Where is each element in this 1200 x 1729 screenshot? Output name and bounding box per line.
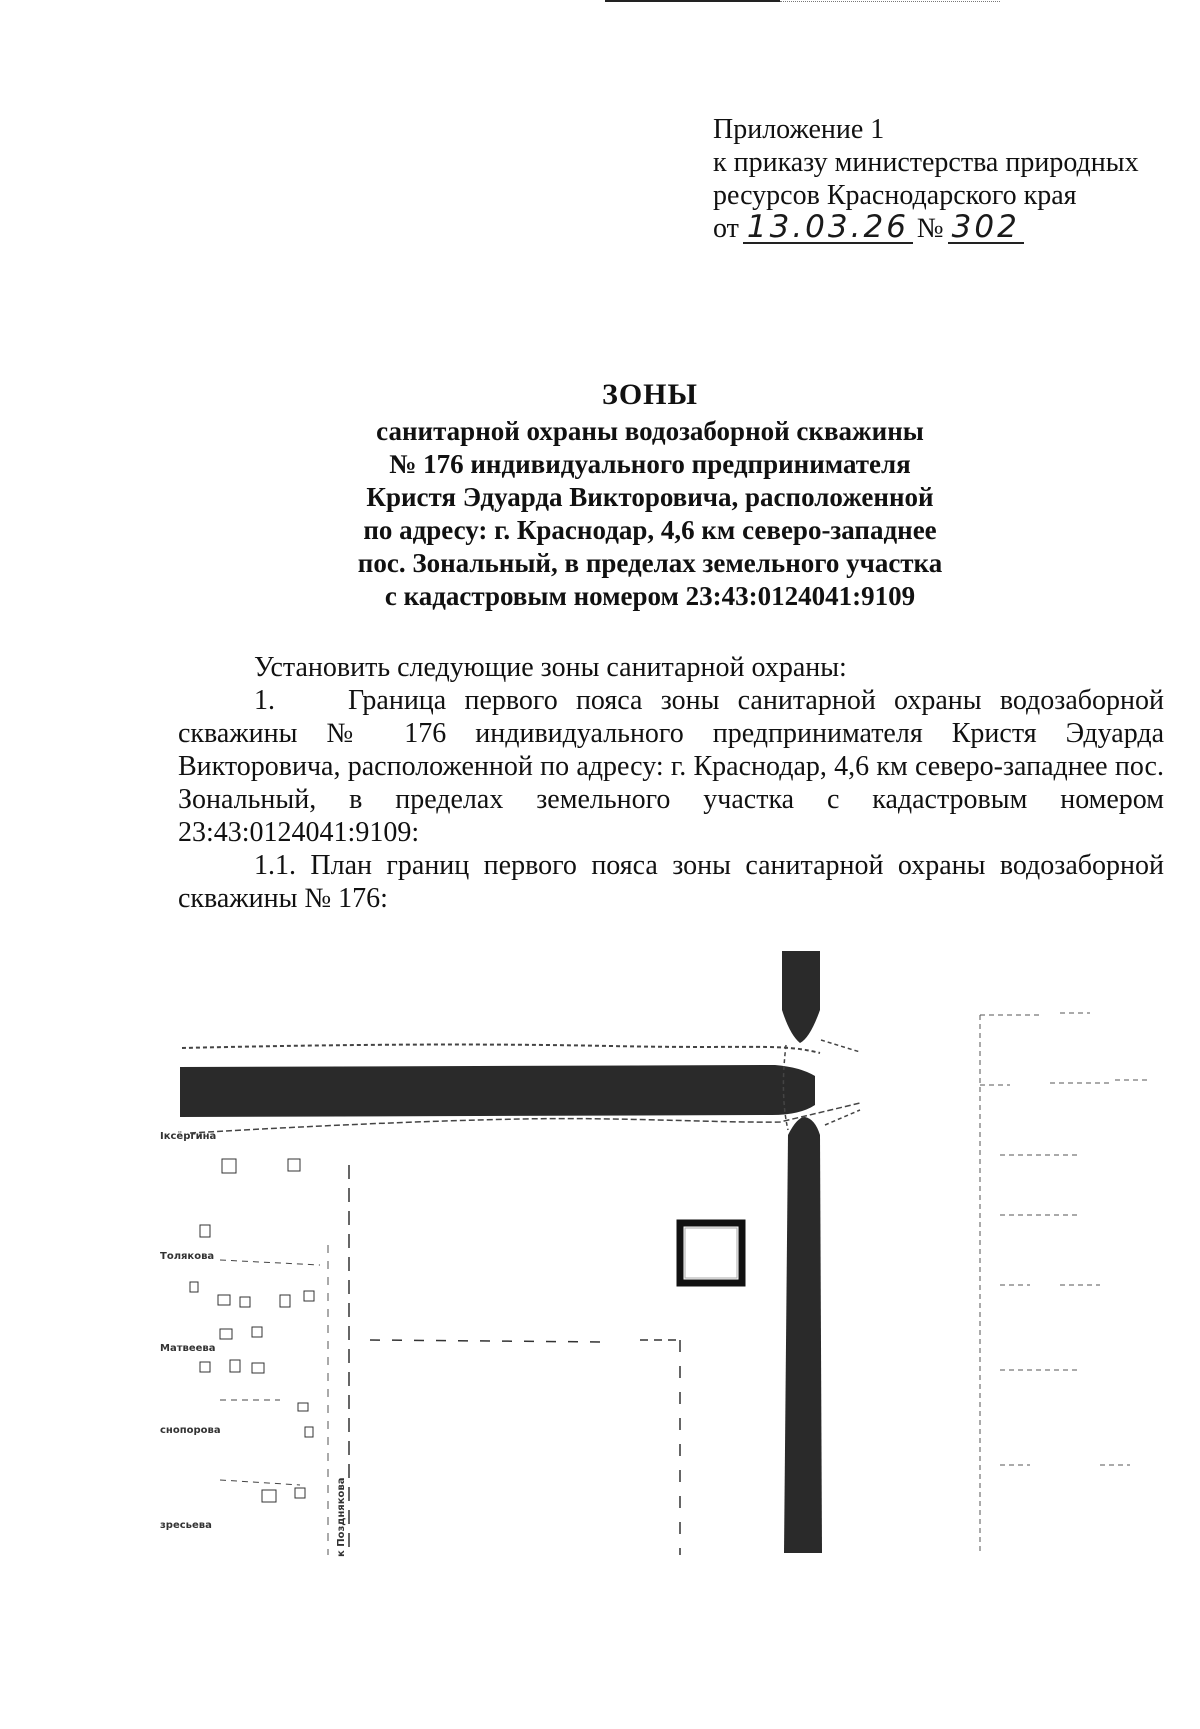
street-line-1 [220, 1260, 320, 1265]
item-1-paragraph: 1. Граница первого пояса зоны санитарной охраны водозаборной скважины № 176 индивидуального предпринимателя Кристя Эдуарда Викторовича, расположенной по адресу: г. Краснодар, 4,6 км северо-западнее пос. Зональный, в пределах земельного участка с кадастровым номером 23:43:0124041:9109: [178, 685, 1164, 848]
appendix-date-line [713, 209, 1173, 245]
street-label-6: к Позднякова [336, 1477, 347, 1557]
horizontal-road [180, 1065, 815, 1117]
title-heading: ЗОНЫ [602, 378, 698, 411]
title-line-6: с кадастровым номером 23:43:0124041:9109 [384, 581, 916, 611]
intro-paragraph: Установить следующие зоны санитарной охраны: [254, 652, 847, 683]
appendix-line-3: ресурсов Краснодарского края [713, 180, 1077, 211]
title-line-5: пос. Зональный, в пределах земельного участка [357, 548, 943, 578]
road-edge-top [182, 1045, 820, 1053]
handwritten-date: 13.03.26 [743, 212, 913, 244]
street-label-4: снопорова [160, 1425, 221, 1436]
right-parcel-lines [980, 1013, 1150, 1555]
title-line-2: № 176 индивидуального предпринимателя [389, 449, 911, 479]
building-blocks [190, 1159, 314, 1502]
boundary-plan-map [160, 945, 1180, 1565]
top-rule [605, 0, 1005, 3]
item-1-1-paragraph: 1.1. План границ первого пояса зоны санитарной охраны водозаборной скважины № 176: [178, 850, 1164, 914]
handwritten-number: 302 [948, 212, 1024, 244]
street-label-2: Толякова [160, 1251, 215, 1262]
date-prefix: от [713, 213, 739, 244]
street-label-5: зресьева [160, 1520, 212, 1531]
street-label-1: Іксёргина [160, 1131, 217, 1142]
title-line-1: санитарной охраны водозаборной скважины [376, 416, 924, 446]
title-line-3: Кристя Эдуарда Викторовича, расположенной [366, 482, 934, 512]
vertical-road-top [782, 951, 820, 1043]
appendix-block [713, 113, 1173, 245]
street-line-3 [220, 1480, 300, 1485]
appendix-line-1: Приложение 1 [713, 114, 885, 145]
street-label-3: Матвеева [160, 1343, 216, 1354]
document-body [178, 651, 1164, 915]
vertical-road-main [784, 1117, 822, 1553]
boundary-dash-h [370, 1340, 605, 1342]
number-sign: № [916, 213, 944, 244]
title-line-4: по адресу: г. Краснодар, 4,6 км северо-западнее [363, 515, 937, 545]
map-drawing [160, 945, 1180, 1565]
appendix-line-2: к приказу министерства природных [713, 147, 1139, 178]
first-belt-zone-square [680, 1223, 742, 1283]
document-title [300, 378, 1000, 613]
